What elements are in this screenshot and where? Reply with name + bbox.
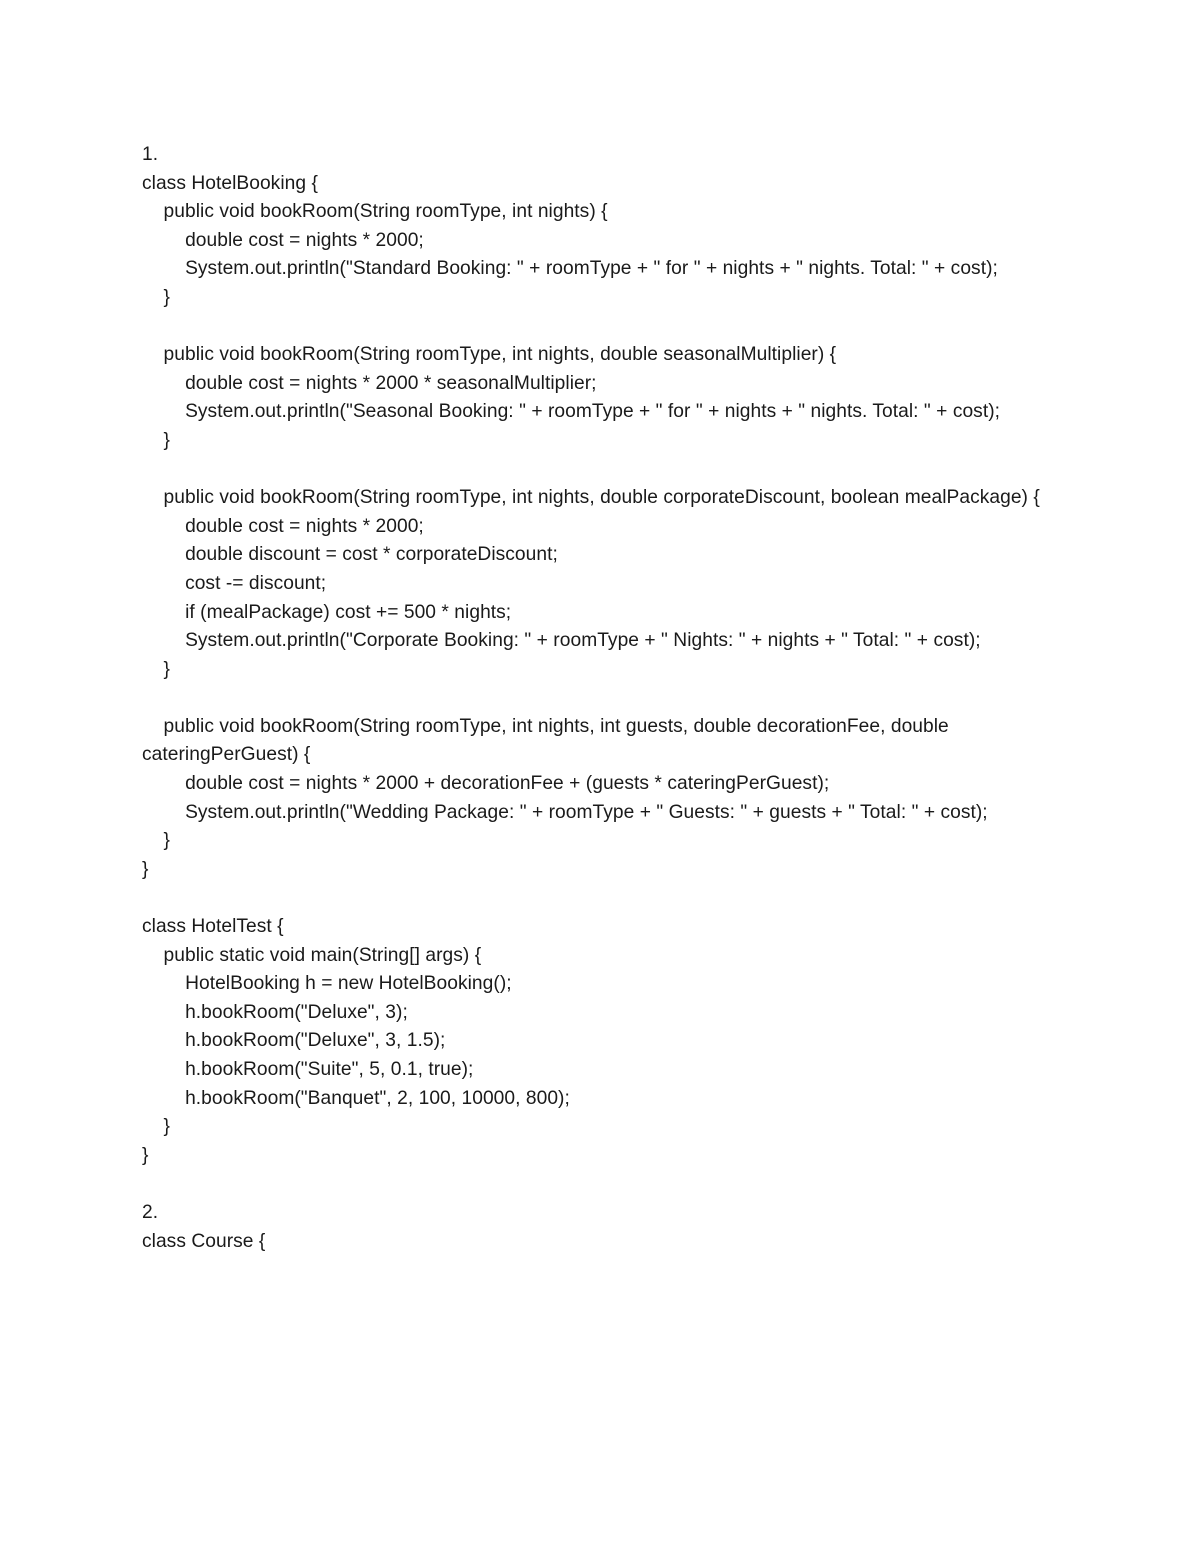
code-line	[142, 656, 1043, 685]
code-indent	[142, 230, 185, 251]
code-line	[142, 1056, 1043, 1085]
code-text: }	[142, 1144, 149, 1166]
code-indent	[142, 201, 164, 222]
code-line	[142, 913, 1043, 942]
code-text: HotelBooking h = new HotelBooking();	[185, 973, 512, 995]
code-indent	[142, 773, 185, 794]
code-indent	[142, 258, 185, 279]
code-line	[142, 627, 1043, 656]
code-line	[142, 341, 1043, 370]
code-line	[142, 1085, 1043, 1114]
code-line	[142, 255, 1043, 284]
code-blank-line	[142, 456, 1043, 485]
code-text: }	[163, 658, 170, 680]
code-indent	[142, 659, 164, 680]
code-text: System.out.println("Standard Booking: " + roomType + " for " + nights + " nights. Total: " + cost);	[185, 258, 998, 280]
code-line	[142, 284, 1043, 313]
code-line	[142, 141, 1043, 170]
code-text: h.bookRoom("Suite", 5, 0.1, true);	[185, 1059, 474, 1080]
code-text: }	[163, 286, 170, 308]
code-line	[142, 856, 1043, 885]
code-text: class HotelTest {	[142, 916, 284, 938]
code-text: class HotelBooking {	[142, 172, 318, 194]
code-line	[142, 827, 1043, 856]
code-line	[142, 398, 1043, 427]
code-text: h.bookRoom("Banquet", 2, 100, 10000, 800);	[185, 1087, 570, 1109]
code-indent	[142, 516, 185, 537]
code-indent	[142, 373, 185, 394]
code-text: public void bookRoom(String roomType, int nights, int guests, double decorationFee, double cateringPerGuest) {	[142, 715, 955, 766]
code-indent	[142, 430, 164, 451]
code-line	[142, 999, 1043, 1028]
code-indent	[142, 287, 164, 308]
code-line	[142, 198, 1043, 227]
code-indent	[142, 573, 185, 594]
code-text: class Course {	[142, 1230, 266, 1252]
code-line	[142, 1113, 1043, 1142]
code-text: double discount = cost * corporateDiscount;	[185, 544, 558, 566]
code-indent	[142, 802, 185, 823]
code-line	[142, 599, 1043, 628]
code-line	[142, 513, 1043, 542]
code-indent	[142, 945, 164, 966]
code-block	[142, 141, 1043, 1256]
code-indent	[142, 630, 185, 651]
code-text: h.bookRoom("Deluxe", 3, 1.5);	[185, 1030, 446, 1052]
code-line	[142, 541, 1043, 570]
code-text: public void bookRoom(String roomType, int nights, double seasonalMultiplier) {	[163, 344, 837, 366]
code-text: 1.	[142, 144, 159, 165]
code-line	[142, 970, 1043, 999]
code-line	[142, 570, 1043, 599]
code-indent	[142, 1059, 185, 1080]
code-text: }	[163, 429, 170, 451]
code-line	[142, 799, 1043, 828]
code-line	[142, 170, 1043, 199]
code-indent	[142, 1116, 164, 1137]
code-line	[142, 770, 1043, 799]
code-text: 2.	[142, 1201, 159, 1223]
code-indent	[142, 487, 164, 508]
code-line	[142, 1199, 1043, 1228]
code-indent	[142, 602, 185, 623]
code-line	[142, 427, 1043, 456]
code-indent	[142, 1002, 185, 1023]
code-text: }	[163, 1116, 170, 1138]
code-indent	[142, 716, 164, 737]
code-blank-line	[142, 684, 1043, 713]
code-line	[142, 227, 1043, 256]
code-line	[142, 1142, 1043, 1171]
code-indent	[142, 544, 185, 565]
code-text: cost -= discount;	[185, 572, 327, 594]
code-indent	[142, 1088, 185, 1109]
code-text: System.out.println("Seasonal Booking: " + roomType + " for " + nights + " nights. Total: " + cost);	[185, 401, 1001, 423]
code-indent	[142, 973, 185, 994]
code-blank-line	[142, 1170, 1043, 1199]
code-text: System.out.println("Corporate Booking: " + roomType + " Nights: " + nights + " Total: " + cost);	[185, 630, 981, 652]
code-indent	[142, 1030, 185, 1051]
code-line	[142, 1228, 1043, 1257]
code-text: System.out.println("Wedding Package: " + roomType + " Guests: " + guests + " Total: " + cost);	[185, 801, 988, 823]
code-text: double cost = nights * 2000;	[185, 515, 424, 537]
code-line	[142, 484, 1043, 513]
code-text: double cost = nights * 2000;	[185, 229, 424, 251]
code-indent	[142, 830, 164, 851]
code-blank-line	[142, 313, 1043, 342]
code-text: }	[163, 830, 170, 852]
code-indent	[142, 401, 185, 422]
code-indent	[142, 344, 164, 365]
code-text: double cost = nights * 2000 + decorationFee + (guests * cateringPerGuest);	[185, 773, 830, 795]
code-text: h.bookRoom("Deluxe", 3);	[185, 1001, 408, 1023]
code-line	[142, 1027, 1043, 1056]
code-text: double cost = nights * 2000 * seasonalMultiplier;	[185, 372, 597, 394]
code-line	[142, 370, 1043, 399]
code-line	[142, 713, 1043, 770]
code-line	[142, 942, 1043, 971]
code-blank-line	[142, 884, 1043, 913]
code-text: public static void main(String[] args) {	[163, 944, 482, 966]
code-text: public void bookRoom(String roomType, int nights, double corporateDiscount, boolean mealPackage) {	[163, 487, 1040, 509]
code-text: public void bookRoom(String roomType, int nights) {	[163, 201, 608, 223]
code-text: }	[142, 858, 149, 880]
code-text: if (mealPackage) cost += 500 * nights;	[185, 601, 512, 623]
